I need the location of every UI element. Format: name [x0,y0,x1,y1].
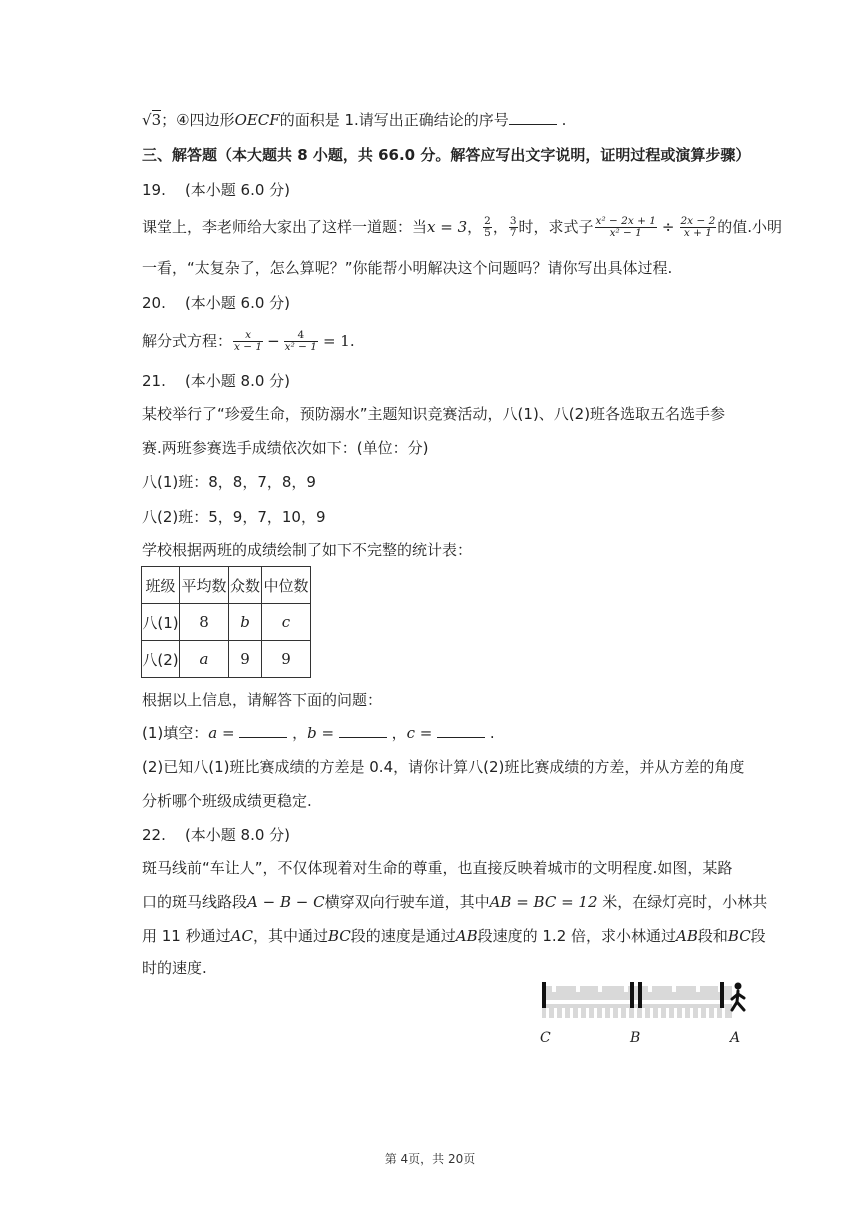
q21-line-1: 某校举行了“珍爱生命，预防溺水”主题知识竞赛活动，八(1)、八(2)班各选取五名选手参 [142,405,726,423]
label-c: C [540,1030,551,1046]
q21-line-3: 学校根据两班的成绩绘制了如下不完整的统计表： [142,541,473,559]
blank-b [339,723,387,738]
table-row [142,641,311,678]
q20-minus: − [267,332,280,350]
q22-equation: AB = BC = 12 [489,893,598,911]
q21-header [142,371,290,391]
q20-rhs: = 1. [322,332,355,350]
q22-text-c: 米，在绿灯亮时，小林共 [597,893,768,911]
crosswalk-figure [532,980,762,1048]
q21-score: (本小题 8.0 分) [184,372,291,390]
q21-c-eq: c = [406,724,433,742]
road-top-band [542,986,732,1000]
q19-frac-3-7: $\frac{3}{7}$ [509,215,517,239]
q22-header [142,825,290,845]
q20-header [142,293,290,313]
q21-class1-scores: 八(1)班：8，8，7，8，9 [142,473,316,491]
q21-part2-line-1: (2)已知八(1)班比赛成绩的方差是 0.4，请你计算八(2)班比赛成绩的方差，并从方差的角度 [142,758,745,776]
q19-header [142,180,290,200]
sqrt-radicand: 3 [151,111,162,129]
table-cell: a [180,641,229,678]
q19-text-a: 课堂上，李老师给大家出了这样一道题：当 [142,218,428,236]
table-cell: c [262,604,311,641]
table-row [142,604,311,641]
q19-sep: ， [467,218,483,236]
q22-text-g: 段速度的 1.2 倍，求小林通过 [477,927,677,945]
table-header-cell: 班级 [142,567,180,604]
q22-line-1: 斑马线前“车让人”，不仅体现着对生命的尊重，也直接反映着城市的文明程度.如图，某路 [142,859,733,877]
blank-a [239,723,287,738]
table-cell: 八(2) [142,641,180,678]
marker-a [720,982,724,1008]
q21-comma-2: ， [386,724,407,742]
q21-line-2: 赛.两班参赛选手成绩依次如下：(单位：分) [142,439,429,457]
q19-text-b: 时，求式子 [518,218,594,236]
q21-fill-line [142,723,495,743]
q22-ab-2: AB [676,927,698,945]
table-cell: 9 [229,641,262,678]
q22-text-i: 段 [750,927,766,945]
q19-frac-2-5: $\frac{2}{5}$ [484,215,491,239]
q20-frac-1: $\frac{x}{x - 1}$ [234,329,263,353]
sqrt-symbol: √ [142,111,152,129]
q20-number: 20. [142,294,166,312]
answer-blank [509,110,557,125]
pedestrian-icon [732,983,744,1011]
q22-text-f: 段的速度是通过 [350,927,456,945]
q21-fill-end: . [485,724,495,742]
q20-text: 解分式方程： [142,332,233,350]
q22-line-4: 时的速度. [142,959,207,977]
top-text-b: 的面积是 1.请写出正确结论的序号 [279,111,509,129]
q20-score: (本小题 6.0 分) [184,294,291,312]
q19-div: ÷ [661,218,675,236]
q20-equation-line [142,330,355,353]
q22-text-h: 段和 [697,927,728,945]
top-text-a: ；④四边形 [161,111,235,129]
table-cell: 八(1) [142,604,180,641]
q22-ab: AB [455,927,478,945]
q21-number: 21. [142,372,166,390]
q22-number: 22. [142,826,166,844]
q22-bc: BC [327,927,351,945]
page-footer: 第 4页，共 20页 [384,1152,476,1166]
blank-c [437,723,485,738]
q22-text-a: 口的斑马线路段 [142,893,248,911]
table-cell: 8 [180,604,229,641]
q22-line-2 [142,892,767,912]
q19-comma: ， [492,218,508,236]
table-header-cell: 平均数 [180,567,229,604]
table-header-row [142,567,311,604]
q21-class2-scores: 八(2)班：5，9，7，10，9 [142,508,326,526]
section-heading: 三、解答题（本大题共 8 小题，共 66.0 分。解答应写出文字说明，证明过程或演算步骤） [142,146,751,164]
q19-score: (本小题 6.0 分) [184,181,291,199]
q22-text-e: ，其中通过 [252,927,328,945]
table-cell: 9 [262,641,311,678]
q22-line-3 [142,926,766,946]
q21-b-eq: b = [307,724,335,742]
q21-part2-line-2: 分析哪个班级成绩更稳定. [142,792,312,810]
top-end: . [556,111,567,129]
stats-table [141,566,311,678]
table-header-cell: 中位数 [262,567,311,604]
q19-text-c: 的值.小明 [717,218,783,236]
q21-fill-label: (1)填空： [142,724,209,742]
q21-line-4: 根据以上信息，请解答下面的问题： [142,691,383,709]
q19-line-1 [142,216,782,239]
table-cell: b [229,604,262,641]
q19-number: 19. [142,181,166,199]
marker-b-right [638,982,642,1008]
q22-ac: AC [230,927,253,945]
q22-text-d: 用 11 秒通过 [142,927,231,945]
q19-x-value: x = 3 [427,218,468,236]
q20-frac-2: $\frac{4}{\text{x² − 1}}$ [284,329,317,353]
zebra-stripes-bottom [546,1008,725,1018]
q22-score: (本小题 8.0 分) [184,826,291,844]
marker-b-left [630,982,634,1008]
top-conclusion-line [142,110,566,130]
marker-c [542,982,546,1008]
q22-text-b: 横穿双向行驶车道，其中 [324,893,490,911]
q19-expr-2: $\frac{2x - 2}{x + 1}$ [680,215,716,239]
table-header-cell: 众数 [229,567,262,604]
q19-line-2: 一看，“太复杂了，怎么算呢？”你能帮小明解决这个问题吗？请你写出具体过程. [142,259,673,277]
top-shape: OECF [234,111,280,129]
q22-path: A − B − C [247,893,325,911]
q21-a-eq: a = [208,724,235,742]
label-a: A [730,1030,741,1046]
q21-comma-1: ， [287,724,308,742]
q19-expr-1: $\frac{\text{x² − 2x + 1}}{\text{x² − 1}}$ [595,215,656,239]
label-b: B [630,1030,641,1046]
q22-bc-2: BC [727,927,751,945]
